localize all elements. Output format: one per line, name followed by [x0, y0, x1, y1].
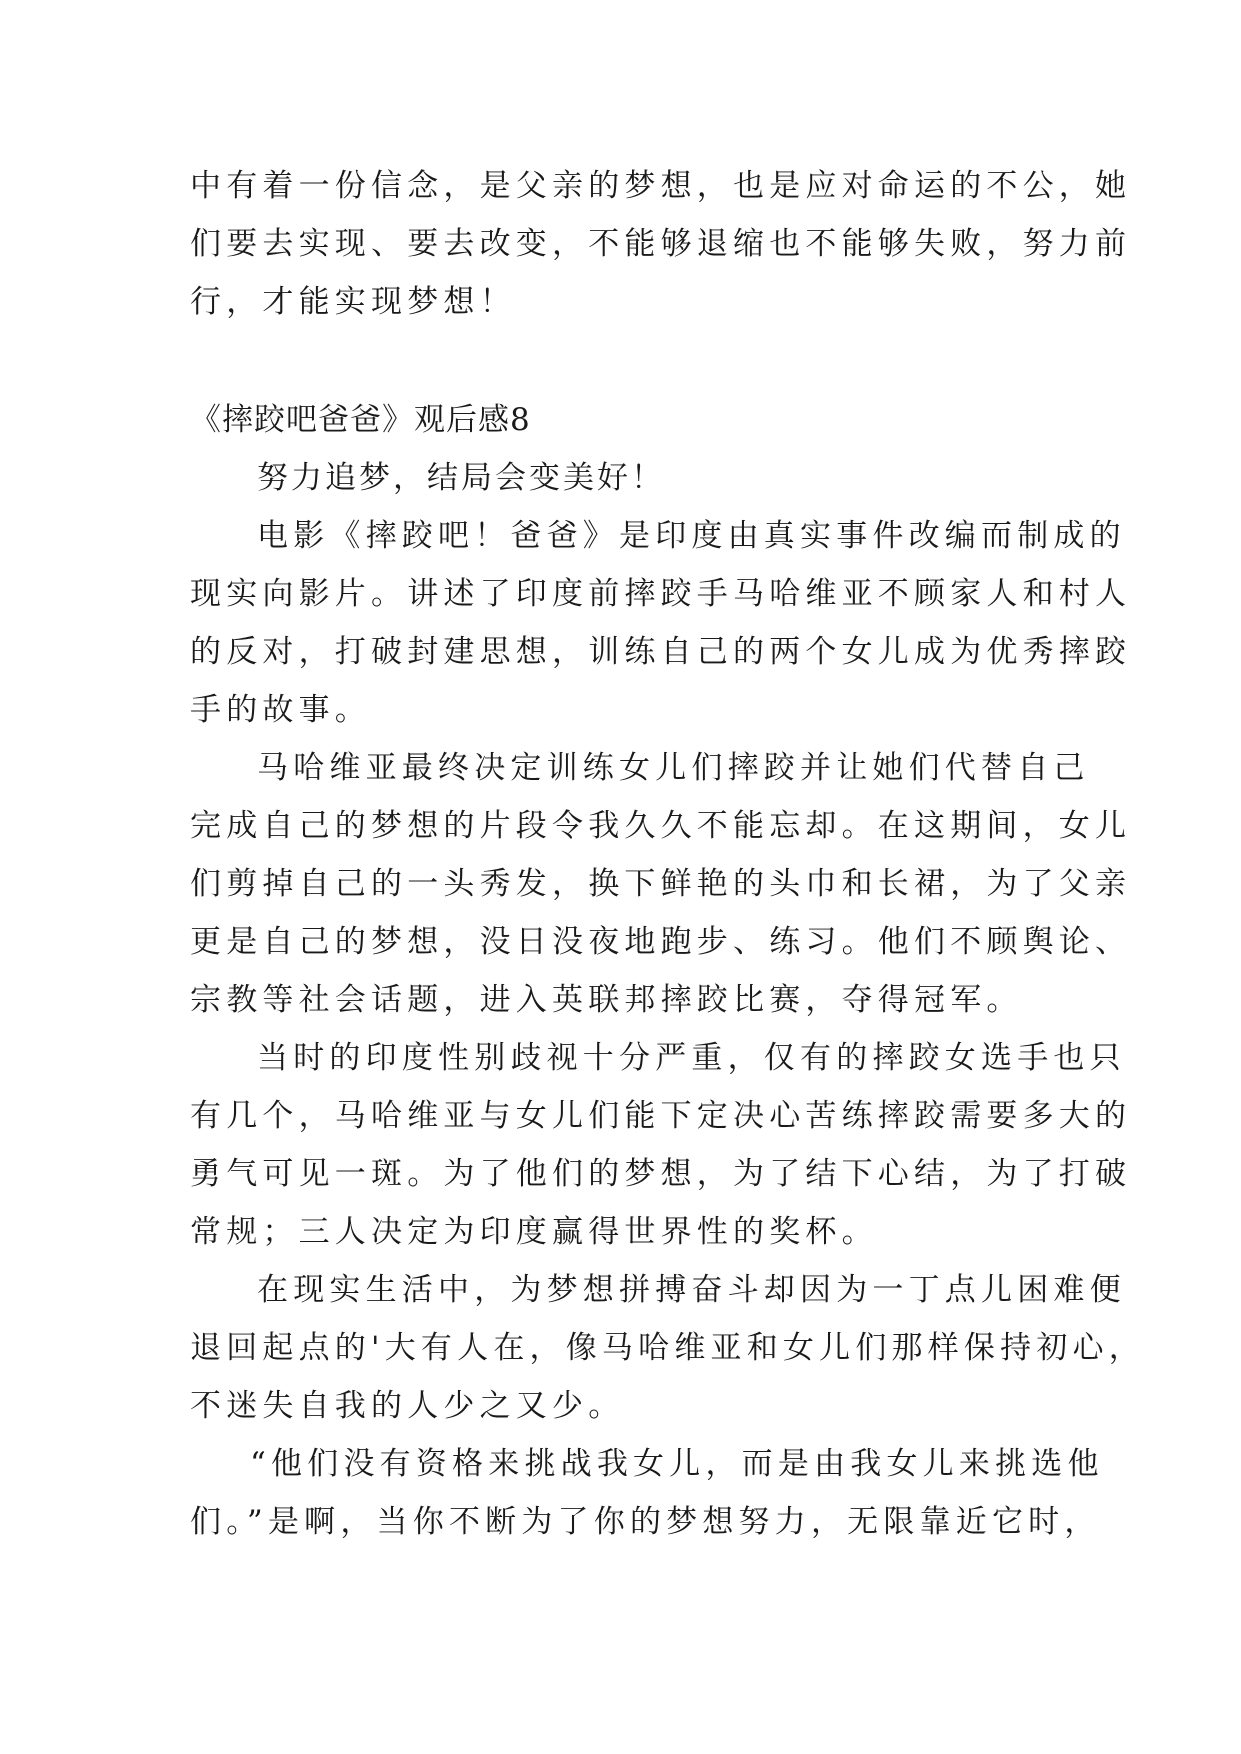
paragraph-2-line-4: 更是自己的梦想，没日没夜地跑步、练习。他们不顾舆论、 [190, 924, 1132, 960]
paragraph-2-line-1: 马哈维亚最终决定训练女儿们摔跤并让她们代替自己 [257, 750, 1090, 786]
paragraph-1-line-1: 电影《摔跤吧！爸爸》是印度由真实事件改编而制成的 [257, 518, 1126, 554]
paragraph-5-line-2: 们。”是啊，当你不断为了你的梦想努力，无限靠近它时， [190, 1504, 1101, 1540]
intro-line-1: 中有着一份信念，是父亲的梦想，也是应对命运的不公，她 [190, 168, 1132, 204]
paragraph-5-line-1: “他们没有资格来挑战我女儿，而是由我女儿来挑选他 [250, 1446, 1104, 1482]
paragraph-4-line-2: 退回起点的'大有人在，像马哈维亚和女儿们那样保持初心， [190, 1330, 1145, 1366]
paragraph-4-line-3: 不迷失自我的人少之又少。 [190, 1388, 625, 1424]
intro-line-3: 行，才能实现梦想！ [190, 284, 516, 320]
paragraph-2-line-5: 宗教等社会话题，进入英联邦摔跤比赛，夺得冠军。 [190, 982, 1023, 1018]
paragraph-3-line-3: 勇气可见一斑。为了他们的梦想，为了结下心结，为了打破 [190, 1156, 1132, 1192]
paragraph-1-line-4: 手的故事。 [190, 692, 371, 728]
paragraph-3-line-2: 有几个，马哈维亚与女儿们能下定决心苦练摔跤需要多大的 [190, 1098, 1132, 1134]
paragraph-1-line-3: 的反对，打破封建思想，训练自己的两个女儿成为优秀摔跤 [190, 634, 1132, 670]
paragraph-2-line-3: 们剪掉自己的一头秀发，换下鲜艳的头巾和长裙，为了父亲 [190, 866, 1132, 902]
intro-line-2: 们要去实现、要去改变，不能够退缩也不能够失败，努力前 [190, 226, 1132, 262]
paragraph-2-line-2: 完成自己的梦想的片段令我久久不能忘却。在这期间，女儿 [190, 808, 1132, 844]
paragraph-1-line-2: 现实向影片。讲述了印度前摔跤手马哈维亚不顾家人和村人 [190, 576, 1132, 612]
paragraph-3-line-4: 常规；三人决定为印度赢得世界性的奖杯。 [190, 1214, 878, 1250]
section-title: 《摔跤吧爸爸》观后感8 [190, 402, 531, 438]
paragraph-3-line-1: 当时的印度性别歧视十分严重，仅有的摔跤女选手也只 [257, 1040, 1126, 1076]
subtitle: 努力追梦，结局会变美好！ [257, 460, 665, 496]
paragraph-4-line-1: 在现实生活中，为梦想拼搏奋斗却因为一丁点儿困难便 [257, 1272, 1126, 1308]
